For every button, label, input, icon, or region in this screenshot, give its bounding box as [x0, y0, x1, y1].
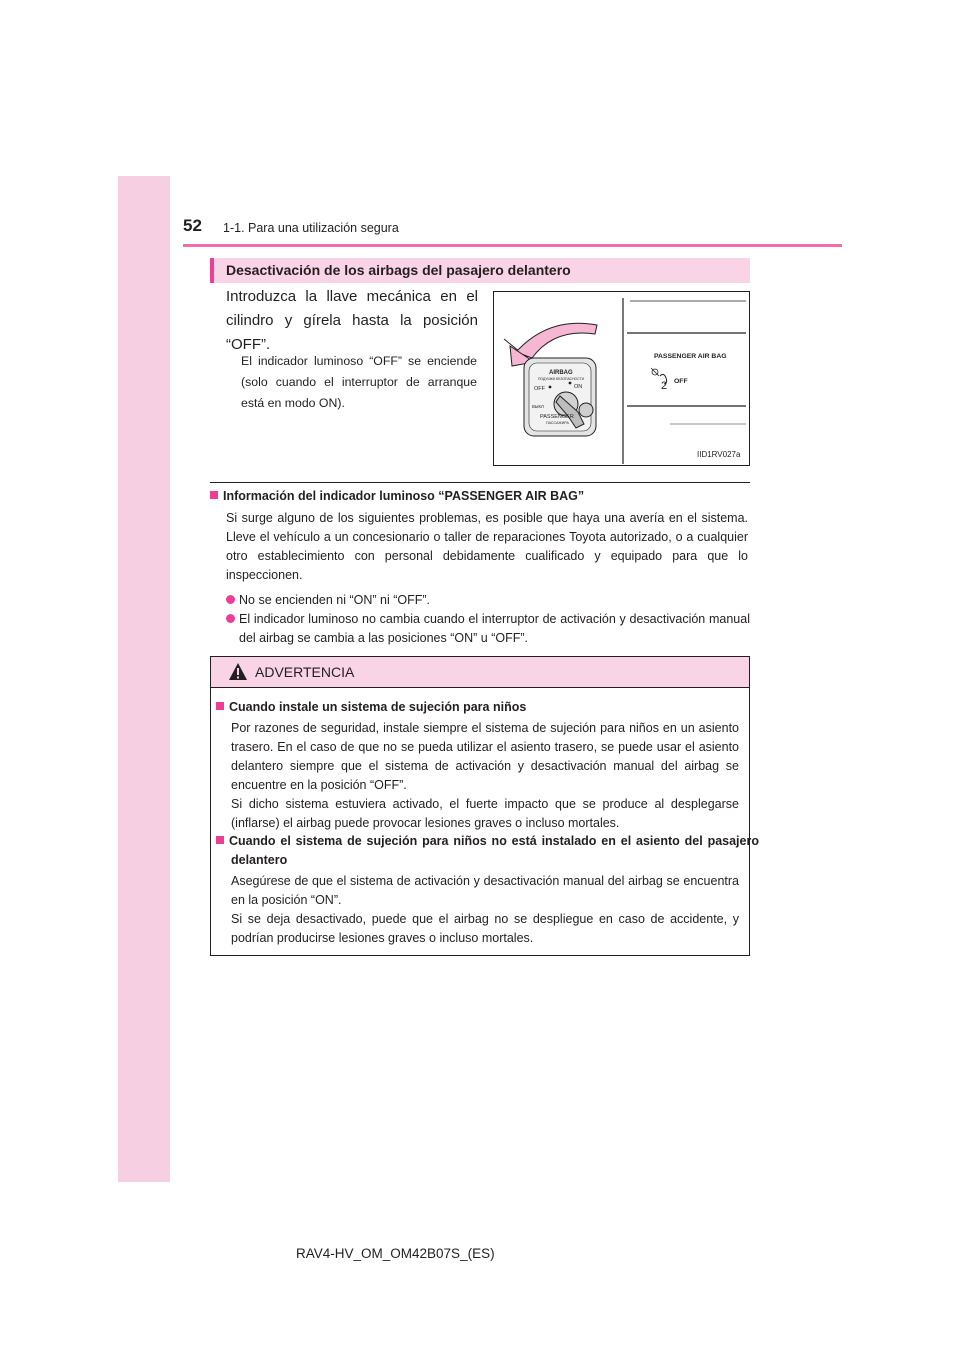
list-item: [226, 591, 750, 610]
switch-label-top-sub: ПОДУШКИ БЕЗОПАСНОСТИ: [538, 377, 585, 381]
info-heading: [210, 489, 584, 503]
info-heading-text: Información del indicador luminoso “PASSENGER AIR BAG”: [223, 489, 585, 503]
warning-header: [211, 657, 749, 688]
switch-bottom-sub-label: ПАССАЖИРА: [546, 421, 569, 425]
warning-item-body: Por razones de seguridad, instale siempre el sistema de sujeción para niños en un asiento trasero. En el caso de que no se pueda utilizar el asiento trasero, se puede usar el asiento delantero siempre que el sistema de activación y desactivación manual del airbag se encuentre en la posición “OFF”.: [231, 721, 739, 792]
round-bullet-icon: [226, 595, 235, 604]
airbag-switch-figure: [493, 291, 750, 466]
chapter-title: 1-1. Para una utilización segura: [223, 221, 399, 235]
intro-instruction: Introduzca la llave mecánica en el cilindro y gírela hasta la posición “OFF”.: [226, 288, 478, 353]
warning-title: ADVERTENCIA: [255, 664, 355, 680]
switch-off-label: OFF: [534, 386, 545, 392]
airbag-switch-illustration: [494, 292, 751, 467]
warning-item-heading: [216, 698, 744, 717]
info-body: Si surge alguno de los siguientes problemas, es posible que haya una avería en el sistema. Lleve el vehículo a un concesionario o taller de reparaciones Toyota autorizado, o a cualquier otro establecimiento con personal debidamente cualificado y equipado para que lo inspeccionen.: [226, 511, 748, 582]
page-number: 52: [183, 216, 202, 235]
header-rule: [183, 244, 842, 247]
square-bullet-icon: [216, 702, 224, 710]
switch-on-label: ON: [574, 384, 583, 390]
warning-item-heading-text: Cuando el sistema de sujeción para niños no está instalado en el asiento del pasajero delantero: [229, 834, 759, 867]
warning-triangle-icon: [228, 662, 248, 681]
list-item-text: El indicador luminoso no cambia cuando el interruptor de activación y desactivación manual del airbag se cambia a las posiciones “ON” u “OFF”.: [239, 612, 750, 645]
warning-item-body: Asegúrese de que el sistema de activación y desactivación manual del airbag se encuentra en la posición “ON”.: [231, 874, 739, 907]
list-item-text: No se encienden ni “ON” ni “OFF”.: [239, 593, 431, 607]
warning-item-body: Si se deja desactivado, puede que el airbag no se despliegue en caso de accidente, y podrían producirse lesiones graves o incluso mortales.: [231, 912, 739, 945]
indicator-off-label: OFF: [674, 378, 688, 385]
warning-box: [210, 656, 759, 956]
round-bullet-icon: [226, 614, 235, 623]
switch-label-top: AIRBAG: [549, 370, 573, 376]
warning-item-heading-text: Cuando instale un sistema de sujeción para niños: [229, 700, 527, 714]
warning-item-heading: [216, 832, 759, 870]
indicator-num: 2: [661, 380, 668, 392]
switch-off-sub-label: ВЫКЛ: [532, 404, 544, 409]
section-title: Desactivación de los airbags del pasajero delantero: [226, 262, 571, 278]
figure-caption: IID1RV027a: [697, 450, 741, 459]
section-divider: [210, 482, 750, 483]
square-bullet-icon: [216, 836, 224, 844]
section-heading-bar: [210, 258, 750, 283]
side-tab-band: [118, 176, 170, 1182]
indicator-title: PASSENGER AIR BAG: [654, 353, 727, 360]
switch-bottom-label: PASSENGER: [540, 414, 574, 420]
list-item: [226, 610, 750, 648]
square-bullet-icon: [210, 491, 218, 499]
warning-item-body: Si dicho sistema estuviera activado, el fuerte impacto que se produce al desplegarse (inflarse) el airbag puede provocar lesiones graves o incluso mortales.: [231, 797, 739, 830]
intro-note: El indicador luminoso “OFF” se enciende (solo cuando el interruptor de arranque está en modo ON).: [241, 354, 477, 410]
document-code: RAV4-HV_OM_OM42B07S_(ES): [296, 1246, 495, 1261]
